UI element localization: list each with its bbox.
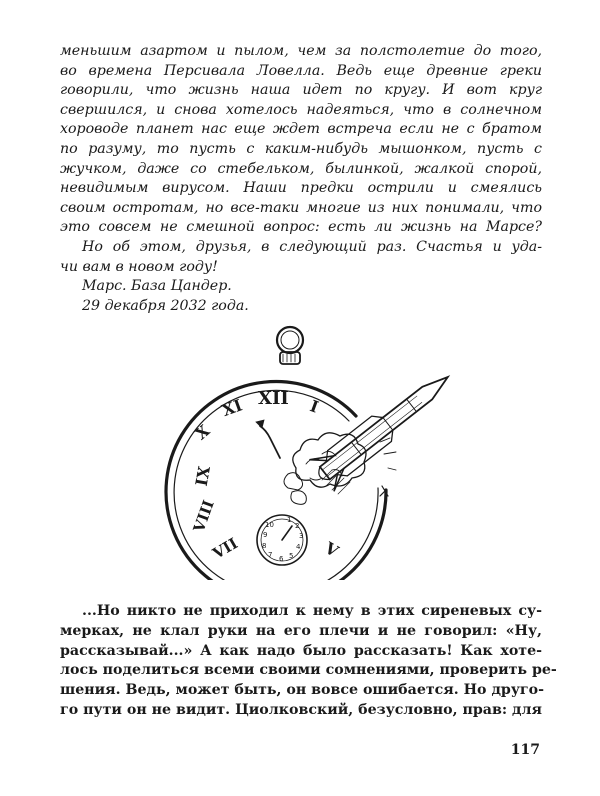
text-line: шения. Ведь, может быть, он вовсе ошибается. Но друго- bbox=[60, 682, 544, 699]
signature-place: Марс. База Цандер. bbox=[82, 278, 232, 295]
text-line: свершился, и снова хотелось надеяться, что в солнечном bbox=[60, 101, 542, 118]
dial-numeral-v: V bbox=[321, 538, 342, 561]
text-line: по разуму, то пусть с каким-нибудь мышонком, пусть с bbox=[60, 140, 542, 157]
subdial-number: 7 bbox=[268, 551, 273, 559]
subdial-number: 5 bbox=[289, 552, 294, 560]
signature-date: 29 декабря 2032 года. bbox=[82, 297, 249, 314]
subdial-number: 4 bbox=[296, 543, 301, 551]
text-line: своим остротам, но все-таки многие из них понимали, что bbox=[60, 199, 542, 216]
dial-numeral-vii: VII bbox=[209, 534, 241, 563]
subdial-number: 1 bbox=[287, 516, 292, 524]
dial-numeral-i: I bbox=[307, 396, 322, 417]
text-line: это совсем не смешной вопрос: есть ли жизнь на Марсе? bbox=[60, 219, 542, 236]
dial-numeral-viii: VIII bbox=[189, 497, 218, 535]
pocket-watch-rocket-illustration bbox=[150, 318, 490, 580]
page-number: 117 bbox=[510, 742, 540, 758]
text-line: хороводе планет нас еще ждет встреча если не с братом bbox=[60, 121, 542, 138]
dial-numeral-xi: XI bbox=[219, 395, 245, 421]
text-line: лось поделиться всеми своими сомнениями, проверить ре- bbox=[60, 662, 557, 679]
dial-numeral-xii: XII bbox=[258, 388, 289, 409]
subdial-number: 10 bbox=[265, 521, 274, 529]
text-line: мерках, не клал руки на его плечи и не говорил: «Ну, bbox=[60, 622, 542, 639]
subdial-number: 9 bbox=[263, 531, 268, 539]
subdial-number: 8 bbox=[262, 542, 267, 550]
italic-letter-text bbox=[60, 42, 542, 316]
subdial-number: 3 bbox=[299, 532, 304, 540]
text-line: меньшим азартом и пылом, чем за полстолетие до того, bbox=[60, 43, 542, 59]
text-line: Но об этом, друзья, в следующий раз. Счастья и уда- bbox=[82, 238, 542, 255]
text-line: рассказывай...» А как надо было рассказать! Как хоте- bbox=[60, 642, 542, 659]
subdial-number: 2 bbox=[295, 522, 300, 530]
main-narrative-text bbox=[60, 602, 557, 721]
dial-numeral-ix: IX bbox=[191, 464, 214, 488]
dial-numeral-x: X bbox=[191, 420, 214, 444]
text-line: го пути он не видит. Циолковский, безусловно, прав: для bbox=[60, 701, 542, 718]
text-line: невидимым вирусом. Наши предки острили и смеялись bbox=[60, 180, 542, 197]
subdial-number: 6 bbox=[279, 555, 284, 563]
text-line: чи вам в новом году! bbox=[60, 258, 218, 275]
text-line: во времена Персивала Ловелла. Ведь еще древние греки bbox=[60, 62, 542, 79]
text-line: ...Но никто не приходил к нему в этих сиреневых су- bbox=[82, 603, 542, 619]
text-line: жучком, даже со стебельком, былинкой, жалкой спорой, bbox=[60, 160, 542, 177]
text-line: говорили, что жизнь наша идет по кругу. И вот круг bbox=[60, 82, 542, 99]
